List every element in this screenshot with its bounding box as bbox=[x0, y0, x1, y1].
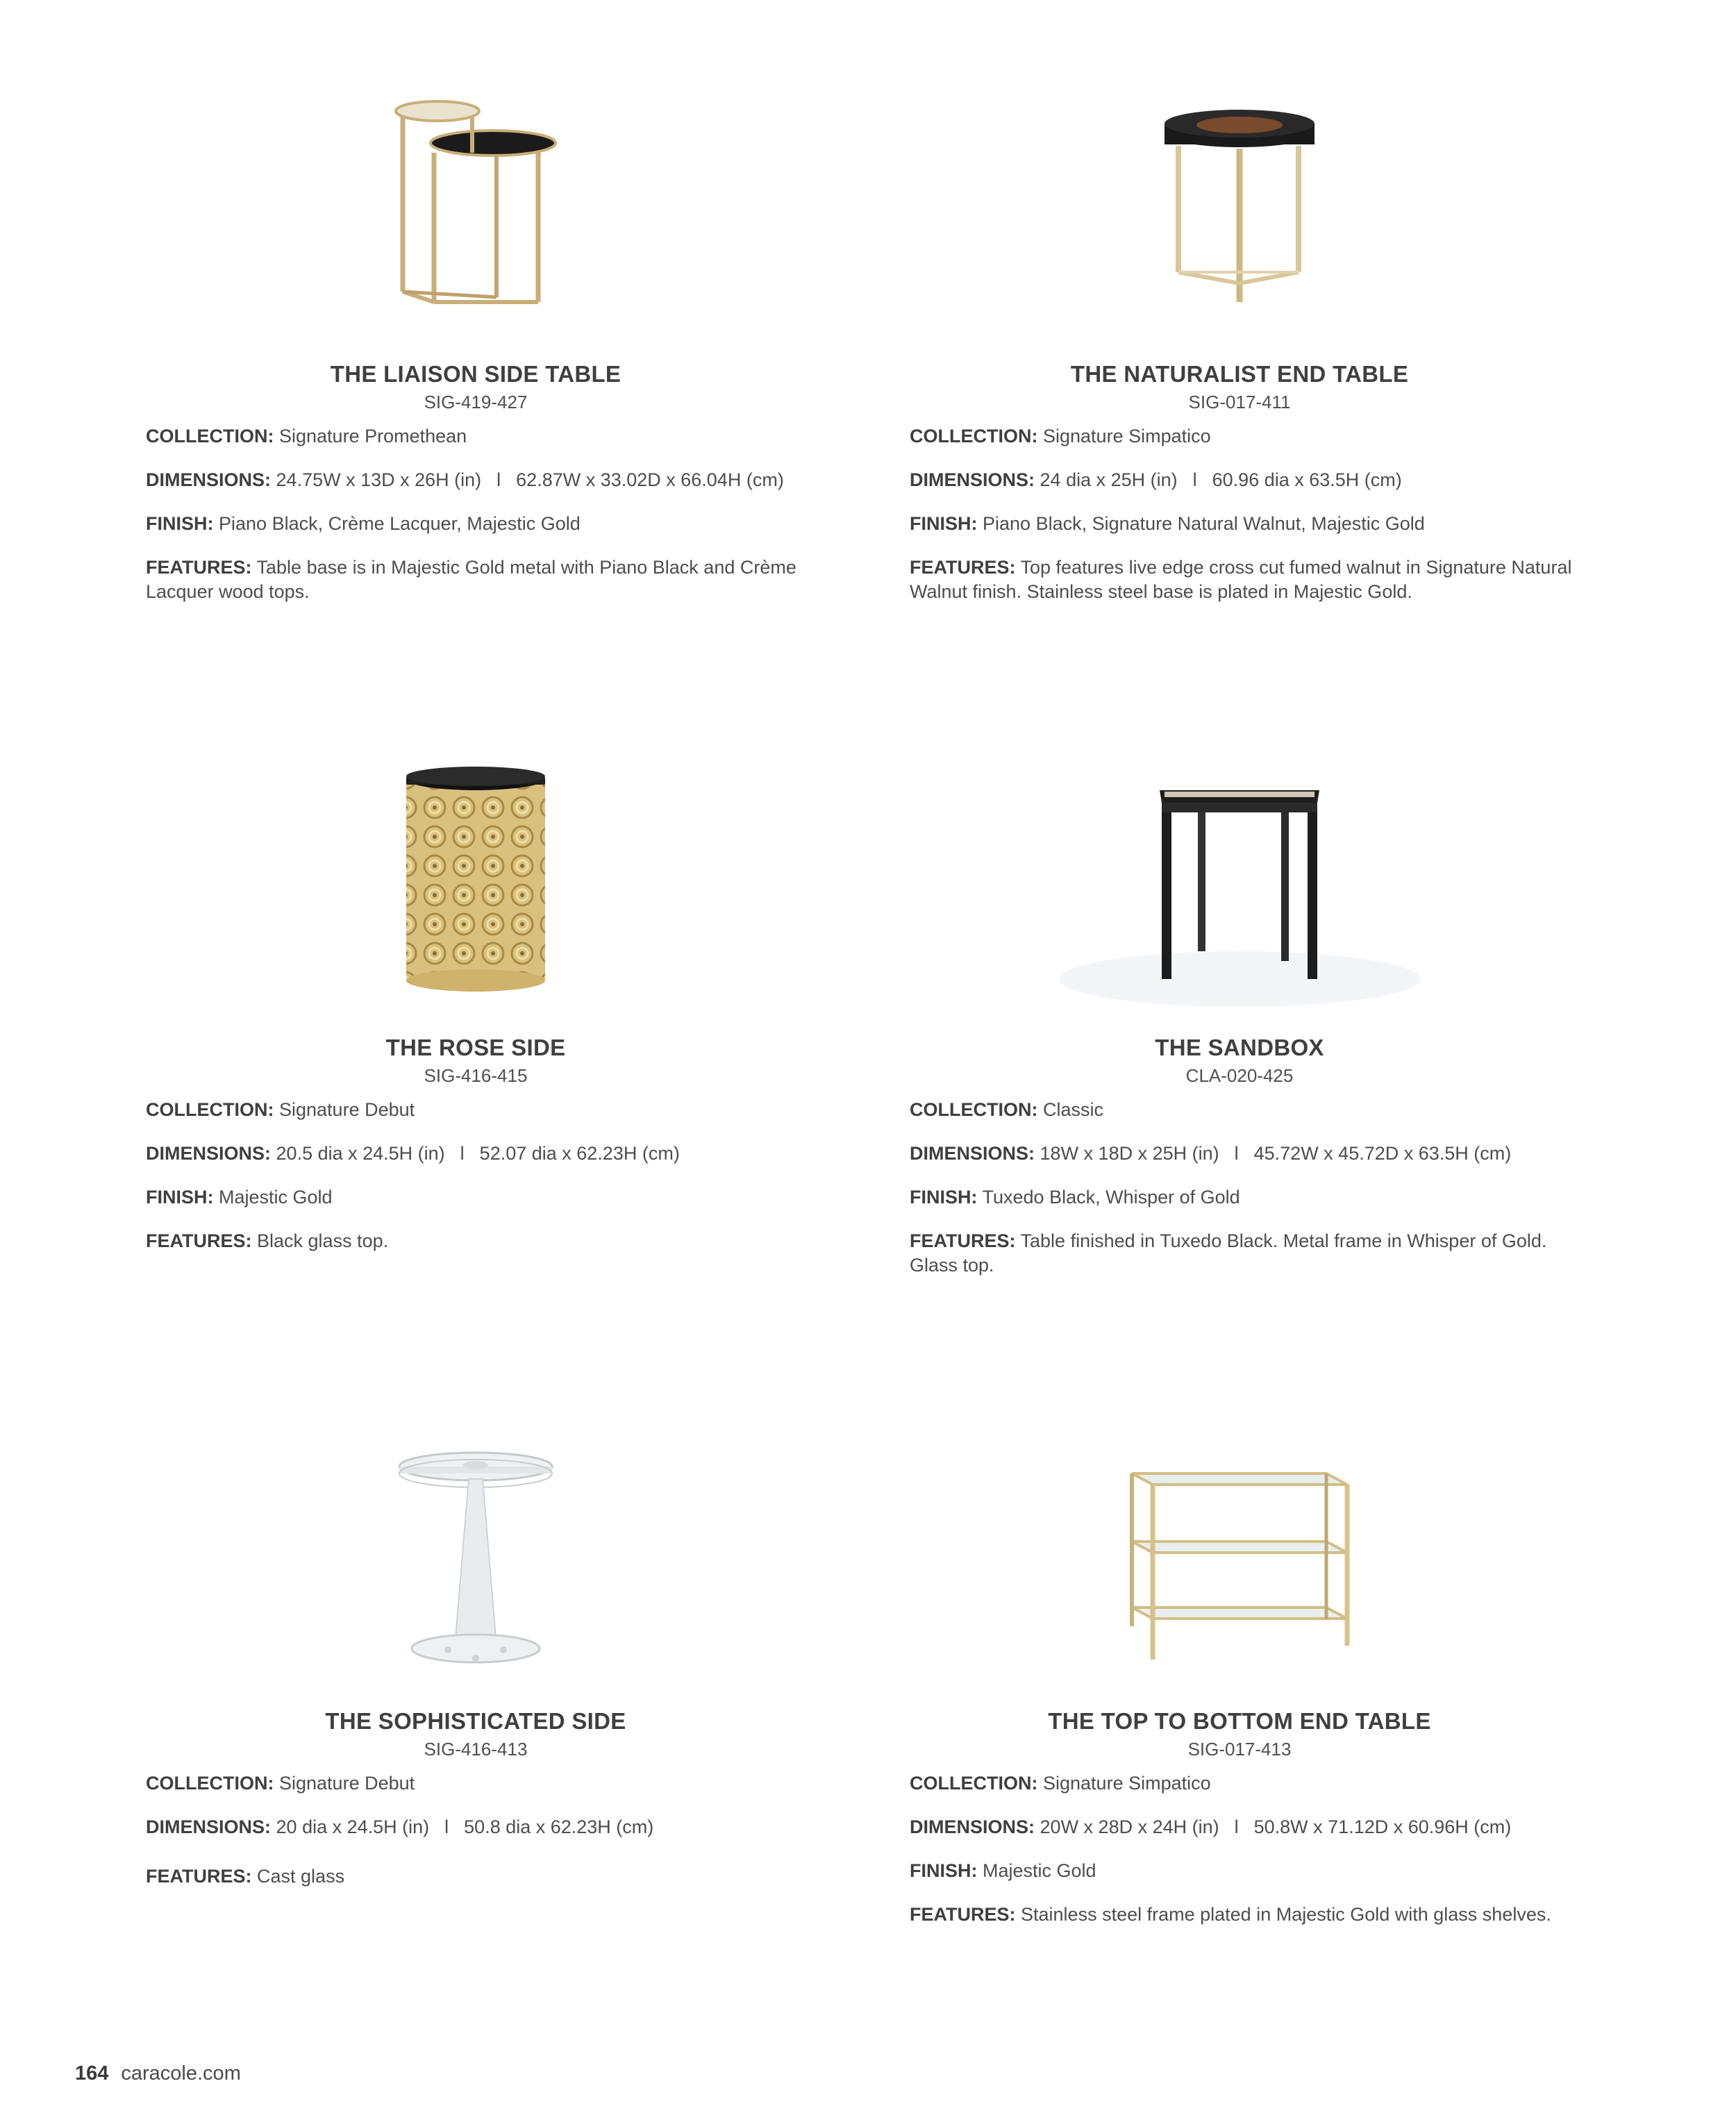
product-photo bbox=[892, 90, 1587, 340]
collection-label: COLLECTION: bbox=[146, 1099, 274, 1120]
product-naturalist-end-table bbox=[892, 90, 1587, 604]
collection-line bbox=[146, 1098, 882, 1122]
product-sku: SIG-416-413 bbox=[424, 1739, 528, 1760]
collection-value: Signature Simpatico bbox=[1043, 1773, 1211, 1794]
sophisticated-side-illustration bbox=[128, 1437, 823, 1687]
collection-value: Signature Promethean bbox=[279, 426, 467, 446]
dimensions-in: 24 dia x 25H (in) bbox=[1040, 469, 1178, 490]
collection-label: COLLECTION: bbox=[910, 1773, 1038, 1794]
dimensions-separator: l bbox=[1234, 1143, 1239, 1164]
dimensions-in: 24.75W x 13D x 26H (in) bbox=[276, 469, 482, 490]
product-photo bbox=[892, 1437, 1587, 1687]
product-title: THE NATURALIST END TABLE bbox=[1070, 361, 1409, 387]
naturalist-table-illustration bbox=[892, 90, 1587, 340]
features-value: Stainless steel frame plated in Majestic Gold with glass shelves. bbox=[1021, 1904, 1551, 1925]
finish-label: FINISH: bbox=[910, 513, 978, 534]
product-title: THE ROSE SIDE bbox=[385, 1035, 566, 1060]
dimensions-line bbox=[146, 1142, 882, 1166]
finish-line bbox=[146, 1185, 882, 1210]
finish-line bbox=[146, 512, 882, 536]
features-value: Cast glass bbox=[257, 1866, 345, 1887]
dimensions-in: 18W x 18D x 25H (in) bbox=[1040, 1143, 1219, 1164]
dimensions-separator: l bbox=[1234, 1816, 1239, 1837]
product-sku: SIG-017-411 bbox=[1188, 392, 1291, 412]
page-number: 164 bbox=[75, 2062, 109, 2085]
dimensions-in: 20.5 dia x 24.5H (in) bbox=[276, 1143, 445, 1164]
product-photo bbox=[128, 90, 823, 340]
finish-value: Piano Black, Crème Lacquer, Majestic Gold bbox=[219, 513, 581, 534]
collection-line bbox=[910, 1771, 1646, 1796]
collection-line bbox=[146, 1771, 882, 1796]
collection-line bbox=[910, 424, 1646, 449]
features-line bbox=[146, 555, 854, 604]
finish-value: Tuxedo Black, Whisper of Gold bbox=[982, 1187, 1240, 1208]
collection-label: COLLECTION: bbox=[910, 1099, 1038, 1120]
dimensions-line bbox=[146, 468, 882, 492]
product-sophisticated-side bbox=[128, 1437, 823, 1889]
dimensions-cm: 50.8W x 71.12D x 60.96H (cm) bbox=[1253, 1816, 1512, 1837]
features-value: Table finished in Tuxedo Black. Metal frame in Whisper of Gold. Glass top. bbox=[910, 1230, 1547, 1276]
dimensions-separator: l bbox=[460, 1143, 465, 1164]
features-line bbox=[910, 1229, 1590, 1278]
collection-label: COLLECTION: bbox=[910, 426, 1038, 446]
finish-value: Majestic Gold bbox=[983, 1860, 1096, 1881]
collection-line bbox=[910, 1098, 1646, 1122]
collection-value: Signature Debut bbox=[279, 1773, 415, 1794]
dimensions-cm: 50.8 dia x 62.23H (cm) bbox=[464, 1816, 654, 1837]
features-value: Table base is in Majestic Gold metal with Piano Black and Crème Lacquer wood tops. bbox=[146, 557, 796, 602]
product-sandbox bbox=[892, 764, 1587, 1278]
product-sku: SIG-419-427 bbox=[424, 392, 528, 412]
dimensions-in: 20W x 28D x 24H (in) bbox=[1040, 1816, 1219, 1837]
finish-label: FINISH: bbox=[910, 1860, 978, 1881]
collection-line bbox=[146, 424, 882, 449]
dimensions-line bbox=[146, 1815, 882, 1839]
dimensions-in: 20 dia x 24.5H (in) bbox=[276, 1816, 430, 1837]
finish-value: Majestic Gold bbox=[219, 1187, 333, 1208]
dimensions-cm: 60.96 dia x 63.5H (cm) bbox=[1212, 469, 1402, 490]
dimensions-cm: 52.07 dia x 62.23H (cm) bbox=[479, 1143, 680, 1164]
dimensions-separator: l bbox=[444, 1816, 449, 1837]
dimensions-separator: l bbox=[1192, 469, 1197, 490]
product-sku: CLA-020-425 bbox=[1185, 1065, 1294, 1086]
collection-value: Signature Simpatico bbox=[1043, 426, 1211, 446]
rose-side-illustration bbox=[128, 764, 823, 1014]
features-line bbox=[910, 1903, 1604, 1927]
features-line bbox=[910, 555, 1576, 604]
dimensions-label: DIMENSIONS: bbox=[146, 469, 272, 490]
collection-label: COLLECTION: bbox=[146, 426, 274, 446]
features-label: FEATURES: bbox=[146, 1230, 252, 1251]
features-label: FEATURES: bbox=[146, 1866, 252, 1887]
dimensions-label: DIMENSIONS: bbox=[146, 1143, 272, 1164]
dimensions-cm: 45.72W x 45.72D x 63.5H (cm) bbox=[1253, 1143, 1512, 1164]
product-photo bbox=[892, 764, 1587, 1014]
finish-label: FINISH: bbox=[146, 513, 214, 534]
finish-label: FINISH: bbox=[910, 1187, 978, 1208]
product-photo bbox=[128, 1437, 823, 1687]
page-footer bbox=[75, 2062, 241, 2085]
dimensions-line bbox=[910, 1142, 1646, 1166]
features-line bbox=[146, 1229, 882, 1253]
dimensions-separator: l bbox=[496, 469, 501, 490]
product-title: THE SANDBOX bbox=[1155, 1035, 1324, 1060]
features-value: Top features live edge cross cut fumed walnut in Signature Natural Walnut finish. Stainless steel base is plated in Majestic Gold. bbox=[910, 557, 1572, 602]
features-label: FEATURES: bbox=[146, 557, 252, 578]
liaison-table-illustration bbox=[128, 90, 823, 340]
dimensions-line bbox=[910, 1815, 1646, 1839]
product-liaison-side-table bbox=[128, 90, 823, 604]
features-label: FEATURES: bbox=[910, 1230, 1016, 1251]
dimensions-label: DIMENSIONS: bbox=[146, 1816, 272, 1837]
dimensions-label: DIMENSIONS: bbox=[910, 1816, 1035, 1837]
finish-line bbox=[910, 1185, 1646, 1210]
product-photo bbox=[128, 764, 823, 1014]
product-top-to-bottom-end-table bbox=[892, 1437, 1587, 1927]
features-value: Black glass top. bbox=[257, 1230, 389, 1251]
collection-value: Classic bbox=[1043, 1099, 1104, 1120]
finish-line bbox=[910, 1859, 1646, 1883]
dimensions-label: DIMENSIONS: bbox=[910, 469, 1035, 490]
top-to-bottom-illustration bbox=[892, 1437, 1587, 1687]
finish-value: Piano Black, Signature Natural Walnut, Majestic Gold bbox=[983, 513, 1425, 534]
features-label: FEATURES: bbox=[910, 1904, 1016, 1925]
product-sku: SIG-416-415 bbox=[424, 1065, 528, 1086]
product-rose-side bbox=[128, 764, 823, 1253]
finish-line bbox=[910, 512, 1646, 536]
product-title: THE LIAISON SIDE TABLE bbox=[330, 361, 621, 387]
product-title: THE SOPHISTICATED SIDE bbox=[325, 1708, 626, 1734]
features-line bbox=[146, 1864, 882, 1889]
features-label: FEATURES: bbox=[910, 557, 1016, 578]
site-url: caracole.com bbox=[121, 2062, 241, 2085]
dimensions-label: DIMENSIONS: bbox=[910, 1143, 1035, 1164]
product-title: THE TOP TO BOTTOM END TABLE bbox=[1048, 1708, 1431, 1734]
dimensions-line bbox=[910, 468, 1646, 492]
finish-label: FINISH: bbox=[146, 1187, 214, 1208]
dimensions-cm: 62.87W x 33.02D x 66.04H (cm) bbox=[516, 469, 784, 490]
collection-label: COLLECTION: bbox=[146, 1773, 274, 1794]
collection-value: Signature Debut bbox=[279, 1099, 415, 1120]
product-sku: SIG-017-413 bbox=[1187, 1739, 1292, 1760]
sandbox-table-illustration bbox=[892, 764, 1587, 1014]
